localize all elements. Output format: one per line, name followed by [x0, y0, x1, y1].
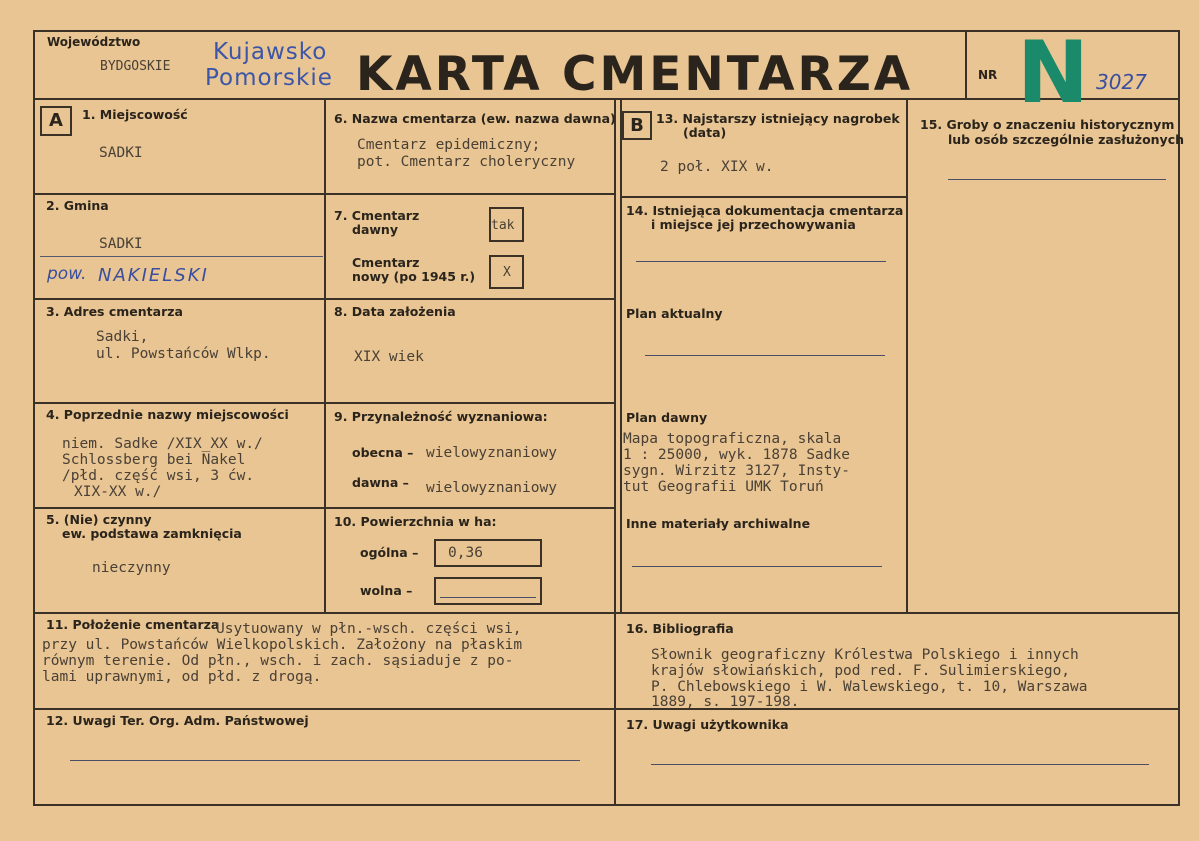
- najstarszy-nagrobek-label: 13. Najstarszy istniejący nagrobek: [656, 111, 900, 126]
- przynaleznosc-dawna-label: dawna –: [352, 475, 409, 490]
- przynaleznosc-dawna-value: wielowyznaniowy: [426, 480, 557, 496]
- powierzchnia-ogolna-value: 0,36: [448, 545, 483, 561]
- wojewodztwo-value: BYDGOSKIE: [100, 59, 171, 74]
- plan-dawny-line: Mapa topograficzna, skala: [623, 431, 842, 447]
- plan-aktualny-label: Plan aktualny: [626, 306, 723, 321]
- column-divider: [620, 99, 622, 612]
- bibliografia-line: P. Chlebowskiego i W. Walewskiego, t. 10, Warszawa: [651, 679, 1088, 695]
- czynny-sublabel: ew. podstawa zamknięcia: [62, 526, 242, 541]
- nazwa-cmentarza-label: 6. Nazwa cmentarza (ew. nazwa dawna): [334, 111, 616, 126]
- plan-dawny-line: 1 : 25000, wyk. 1878 Sadke: [623, 447, 850, 463]
- uwagi-uzytkownika-label: 17. Uwagi użytkownika: [626, 717, 789, 732]
- przynaleznosc-label: 9. Przynależność wyznaniowa:: [334, 409, 548, 424]
- bibliografia-line: krajów słowiańskich, pod red. F. Sulimierskiego,: [651, 663, 1071, 679]
- dokumentacja-label: 14. Istniejąca dokumentacja cmentarza: [626, 203, 904, 218]
- section-b-marker: B: [622, 111, 652, 140]
- pow-value: NAKIELSKI: [98, 265, 209, 286]
- region-stamp-line2: Pomorskie: [205, 65, 333, 91]
- poprzednie-nazwy-line: /płd. część wsi, 3 ćw.: [62, 468, 255, 484]
- powierzchnia-label: 10. Powierzchnia w ha:: [334, 514, 497, 529]
- data-zalozenia-value: XIX wiek: [354, 349, 424, 365]
- nr-divider: [965, 31, 967, 99]
- nazwa-cmentarza-line: pot. Cmentarz choleryczny: [357, 154, 576, 170]
- plan-dawny-line: tut Geografii UMK Toruń: [623, 479, 824, 495]
- nazwa-cmentarza-line: Cmentarz epidemiczny;: [357, 137, 541, 153]
- przynaleznosc-obecna-label: obecna –: [352, 445, 414, 460]
- najstarszy-nagrobek-value: 2 poł. XIX w.: [660, 159, 774, 175]
- poprzednie-nazwy-line: XIX-XX w./: [74, 484, 162, 500]
- bibliografia-label: 16. Bibliografia: [626, 621, 734, 636]
- cmentarz-nowy-value: X: [503, 265, 511, 280]
- dokumentacja-sublabel: i miejsce jej przechowywania: [651, 217, 856, 232]
- adres-label: 3. Adres cmentarza: [46, 304, 183, 319]
- row-divider: [34, 708, 1179, 710]
- adres-line: ul. Powstańców Wlkp.: [96, 346, 271, 362]
- miejscowosc-value: SADKI: [99, 145, 143, 161]
- data-zalozenia-label: 8. Data założenia: [334, 304, 456, 319]
- gmina-value: SADKI: [99, 236, 143, 252]
- groby-sublabel: lub osób szczególnie zasłużonych: [948, 132, 1185, 147]
- inne-materialy-label: Inne materiały archiwalne: [626, 516, 811, 531]
- poprzednie-nazwy-line: Schlossberg bei Nakel: [62, 452, 246, 468]
- polozenie-label: 11. Położenie cmentarza: [46, 617, 220, 632]
- polozenie-line: lami uprawnymi, od płd. z drogą.: [42, 669, 322, 685]
- cmentarz-dawny-sublabel: dawny: [352, 222, 398, 237]
- poprzednie-nazwy-line: niem. Sadke /XIX_XX w./: [62, 436, 263, 452]
- cmentarz-dawny-label: 7. Cmentarz: [334, 208, 420, 223]
- polozenie-line: Usytuowany w płn.-wsch. części wsi,: [216, 621, 522, 637]
- inne-materialy-underline: [632, 566, 882, 567]
- plan-dawny-label: Plan dawny: [626, 410, 708, 425]
- najstarszy-nagrobek-sublabel: (data): [683, 125, 727, 140]
- czynny-value: nieczynny: [92, 560, 171, 576]
- bibliografia-line: 1889, s. 197-198.: [651, 694, 800, 710]
- polozenie-line: przy ul. Powstańców Wielkopolskich. Założony na płaskim: [42, 637, 523, 653]
- powierzchnia-wolna-label: wolna –: [360, 583, 413, 598]
- miejscowosc-label: 1. Miejscowość: [82, 107, 188, 122]
- groby-label: 15. Groby o znaczeniu historycznym: [920, 117, 1175, 132]
- uwagi-ter-label: 12. Uwagi Ter. Org. Adm. Państwowej: [46, 713, 309, 728]
- plan-aktualny-underline: [645, 355, 885, 356]
- uwagi-uzytkownika-underline: [651, 764, 1149, 765]
- nr-label: NR: [978, 68, 998, 82]
- poprzednie-nazwy-label: 4. Poprzednie nazwy miejscowości: [46, 407, 289, 422]
- bibliografia-line: Słownik geograficzny Królestwa Polskiego i innych: [651, 647, 1079, 663]
- cmentarz-dawny-value: tak: [491, 218, 515, 233]
- powierzchnia-wolna-field: [434, 577, 542, 605]
- polozenie-line: równym terenie. Od płn., wsch. i zach. sąsiaduje z po-: [42, 653, 514, 669]
- pow-prefix: pow.: [47, 264, 87, 284]
- uwagi-ter-underline: [70, 760, 580, 761]
- cmentarz-dawny-checkbox: [489, 207, 524, 242]
- gmina-label: 2. Gmina: [46, 198, 109, 213]
- cmentarz-nowy-label: Cmentarz: [352, 255, 420, 270]
- nr-letter: N: [1017, 23, 1089, 123]
- page-title: KARTA CMENTARZA: [356, 47, 914, 102]
- czynny-label: 5. (Nie) czynny: [46, 512, 152, 527]
- groby-underline: [948, 179, 1166, 180]
- row-divider: [620, 196, 907, 198]
- wojewodztwo-label: Województwo: [47, 35, 141, 49]
- dokumentacja-underline: [636, 261, 886, 262]
- plan-dawny-line: sygn. Wirzitz 3127, Insty-: [623, 463, 850, 479]
- column-divider: [324, 99, 326, 612]
- column-divider: [614, 99, 616, 805]
- region-stamp-line1: Kujawsko: [213, 39, 328, 65]
- column-divider: [906, 99, 908, 612]
- powierzchnia-ogolna-field: [434, 539, 542, 567]
- wolna-underline: [440, 597, 536, 598]
- adres-line: Sadki,: [96, 329, 149, 345]
- cmentarz-nowy-checkbox: [489, 255, 524, 289]
- row-divider: [34, 612, 1179, 614]
- cmentarz-nowy-sublabel: nowy (po 1945 r.): [352, 269, 476, 284]
- section-a-marker: A: [40, 106, 72, 136]
- nr-number: 3027: [1096, 70, 1147, 94]
- gmina-underline: [40, 256, 323, 257]
- powierzchnia-ogolna-label: ogólna –: [360, 545, 419, 560]
- przynaleznosc-obecna-value: wielowyznaniowy: [426, 445, 557, 461]
